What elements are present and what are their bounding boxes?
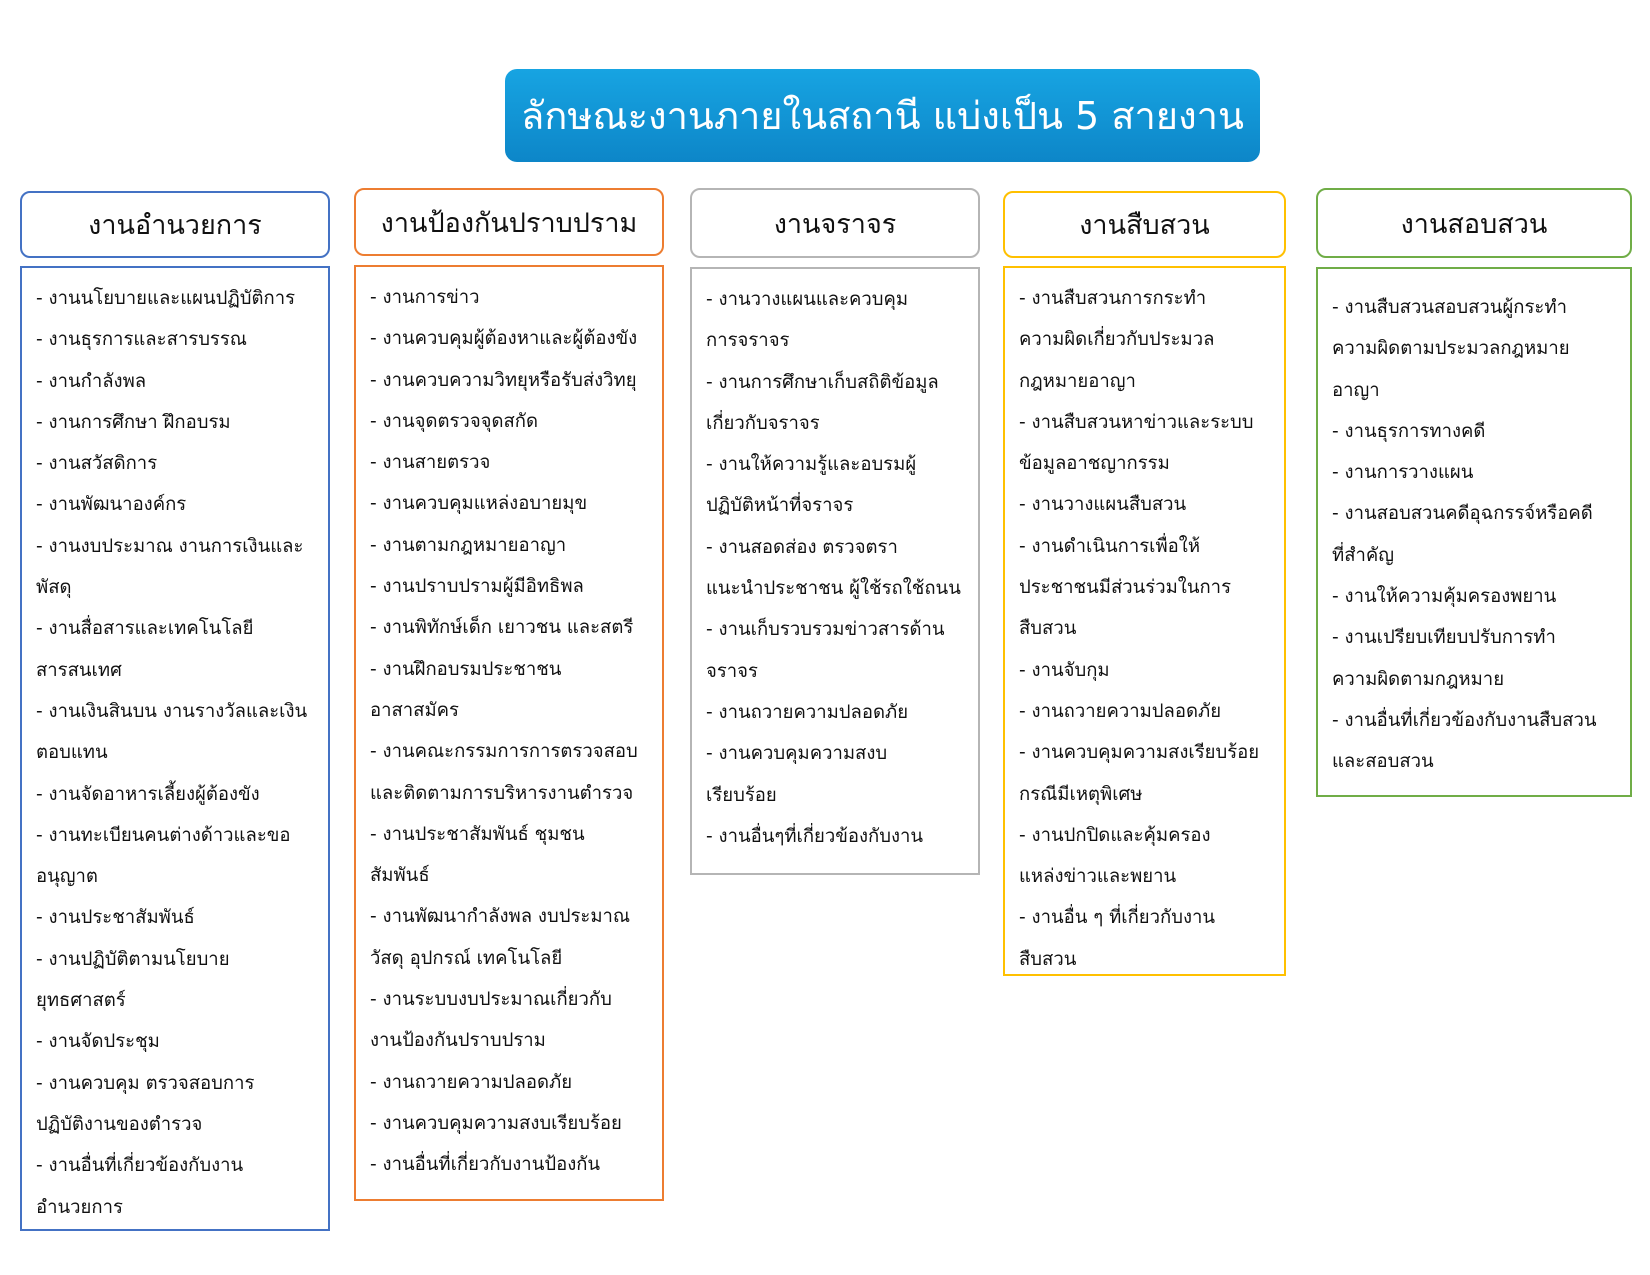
task-line: - งานจัดประชุม <box>36 1031 160 1053</box>
task-line: - งานกำลังพล <box>36 370 147 392</box>
task-line: - งานอื่น ๆ ที่เกี่ยวกับงาน <box>1019 907 1216 929</box>
task-line: การจราจร <box>706 330 790 352</box>
task-line: - งานนโยบายและแผนปฏิบัติการ <box>36 288 296 309</box>
task-line: - งานควบคุมผู้ต้องหาและผู้ต้องขัง <box>370 328 638 350</box>
column-task-list <box>20 266 330 1231</box>
task-line: - งานควบคุมแหล่งอบายมุข <box>370 493 588 515</box>
task-line: - งานสายตรวจ <box>370 452 491 474</box>
task-line: - งานปกปิดและคุ้มครอง <box>1019 824 1211 846</box>
task-line: ความผิดเกี่ยวกับประมวล <box>1019 329 1215 351</box>
diagram-title: ลักษณะงานภายในสถานี แบ่งเป็น 5 สายงาน <box>505 69 1260 162</box>
task-line: และสอบสวน <box>1332 751 1434 773</box>
task-line: แนะนำประชาชน ผู้ใช้รถใช้ถนน <box>706 578 961 600</box>
column-heading: งานสืบสวน <box>1003 191 1286 258</box>
task-line: - งานสืบสวนหาข่าวและระบบ <box>1019 411 1254 433</box>
task-line: - งานธุรการทางคดี <box>1332 420 1486 442</box>
task-line: พัสดุ <box>36 577 72 599</box>
task-line: วัสดุ อุปกรณ์ เทคโนโลยี <box>370 947 563 969</box>
task-line: สืบสวน <box>1019 618 1077 640</box>
task-line: เรียบร้อย <box>706 784 777 806</box>
task-line: - งานพิทักษ์เด็ก เยาวชน และสตรี <box>370 617 634 639</box>
task-line: ปฏิบัติงานของตำรวจ <box>36 1113 203 1135</box>
task-line: - งานควบความวิทยุหรือรับส่งวิทยุ <box>370 369 637 391</box>
task-line: - งานจัดอาหารเลี้ยงผู้ต้องขัง <box>36 783 260 805</box>
task-line: - งานให้ความรู้และอบรมผู้ <box>706 454 917 476</box>
task-line: - งานอื่นๆที่เกี่ยวข้องกับงาน <box>706 825 924 847</box>
task-line: - งานประชาสัมพันธ์ <box>36 907 195 929</box>
task-line: - งานปราบปรามผู้มีอิทธิพล <box>370 576 584 598</box>
column-task-list <box>690 267 980 875</box>
task-line: - งานฝึกอบรมประชาชน <box>370 658 562 680</box>
task-line: - งานสอดส่อง ตรวจตรา <box>706 536 898 558</box>
task-line: อนุญาต <box>36 866 98 888</box>
task-line: - งานปฏิบัติตามนโยบาย <box>36 948 230 970</box>
column-heading: งานอำนวยการ <box>20 191 330 258</box>
task-line: - งานการข่าว <box>370 287 480 308</box>
task-line: ปฏิบัติหน้าที่จราจร <box>706 495 854 517</box>
task-line: - งานอื่นที่เกี่ยวกับงานป้องกัน <box>370 1154 601 1176</box>
task-line: - งานถวายความปลอดภัย <box>1019 700 1222 722</box>
task-line: - งานงบประมาณ งานการเงินและ <box>36 535 304 557</box>
task-line: - งานควบคุมความสงเรียบร้อย <box>1019 742 1260 764</box>
task-line: งานป้องกันปราบปราม <box>370 1030 546 1052</box>
column-heading: งานป้องกันปราบปราม <box>354 188 664 256</box>
task-line: - งานพัฒนาองค์กร <box>36 494 187 516</box>
task-line: ยุทธศาสตร์ <box>36 990 126 1012</box>
task-line: และติดตามการบริหารงานตำรวจ <box>370 782 634 804</box>
task-line: - งานการศึกษาเก็บสถิติข้อมูล <box>706 371 939 393</box>
task-line: - งานเปรียบเทียบปรับการทำ <box>1332 627 1556 649</box>
task-line: - งานควบคุมความสงบ <box>706 743 888 765</box>
task-line: - งานตามกฎหมายอาญา <box>370 534 567 556</box>
task-line: ตอบแทน <box>36 742 108 764</box>
task-line: - งานสวัสดิการ <box>36 453 158 475</box>
task-line: - งานวางแผนสืบสวน <box>1019 494 1187 516</box>
column-task-list <box>354 265 664 1201</box>
task-line: - งานให้ความคุ้มครองพยาน <box>1332 586 1557 608</box>
task-line: กฎหมายอาญา <box>1019 370 1136 392</box>
task-line: ความผิดตามประมวลกฎหมาย <box>1332 338 1570 360</box>
task-line: ข้อมูลอาชญากรรม <box>1019 453 1170 475</box>
task-line: - งานควบคุมความสงบเรียบร้อย <box>370 1112 622 1134</box>
task-line: แหล่งข่าวและพยาน <box>1019 866 1177 888</box>
task-line: จราจร <box>706 660 758 682</box>
column-task-list <box>1003 266 1286 976</box>
column-task-list <box>1316 267 1632 797</box>
column-heading: งานจราจร <box>690 188 980 258</box>
task-line: ความผิดตามกฎหมาย <box>1332 668 1505 690</box>
task-line: - งานประชาสัมพันธ์ ชุมชน <box>370 823 585 845</box>
task-line: - งานถวายความปลอดภัย <box>370 1071 573 1093</box>
task-line: - งานอื่นที่เกี่ยวข้องกับงาน <box>36 1155 244 1177</box>
task-line: อำนวยการ <box>36 1196 123 1218</box>
task-line: - งานทะเบียนคนต่างด้าวและขอ <box>36 824 291 846</box>
task-line: อาญา <box>1332 379 1380 401</box>
task-line: - งานพัฒนากำลังพล งบประมาณ <box>370 906 631 928</box>
task-line: - งานสืบสวนสอบสวนผู้กระทำ <box>1332 297 1567 318</box>
task-line: อาสาสมัคร <box>370 699 459 721</box>
task-line: - งานสื่อสารและเทคโนโลยี <box>36 618 254 640</box>
task-line: สืบสวน <box>1019 948 1077 970</box>
task-line: - งานดำเนินการเพื่อให้ <box>1019 535 1201 557</box>
task-line: - งานเงินสินบน งานรางวัลและเงิน <box>36 700 308 722</box>
task-line: ประชาชนมีส่วนร่วมในการ <box>1019 577 1232 599</box>
task-line: ที่สำคัญ <box>1332 544 1395 566</box>
task-line: - งานคณะกรรมการการตรวจสอบ <box>370 741 638 763</box>
task-line: - งานวางแผนและควบคุม <box>706 289 909 310</box>
task-line: - งานสอบสวนคดีอุฉกรรจ์หรือคดี <box>1332 503 1593 525</box>
task-line: กรณีมีเหตุพิเศษ <box>1019 783 1143 805</box>
task-line: - งานควบคุม ตรวจสอบการ <box>36 1072 255 1094</box>
task-line: - งานจุดตรวจจุดสกัด <box>370 410 539 432</box>
task-line: - งานอื่นที่เกี่ยวข้องกับงานสืบสวน <box>1332 709 1597 731</box>
task-line: - งานสืบสวนการกระทำ <box>1019 288 1207 309</box>
task-line: - งานการวางแผน <box>1332 462 1474 484</box>
column-heading: งานสอบสวน <box>1316 188 1632 258</box>
task-line: สัมพันธ์ <box>370 865 430 887</box>
task-line: - งานระบบงบประมาณเกี่ยวกับ <box>370 989 612 1011</box>
task-line: - งานจับกุม <box>1019 659 1110 681</box>
task-line: - งานธุรการและสารบรรณ <box>36 329 247 351</box>
task-line: - งานเก็บรวบรวมข่าวสารด้าน <box>706 619 945 641</box>
task-line: - งานการศึกษา ฝึกอบรม <box>36 411 231 433</box>
task-line: สารสนเทศ <box>36 659 122 681</box>
task-line: เกี่ยวกับจราจร <box>706 412 820 434</box>
task-line: - งานถวายความปลอดภัย <box>706 701 909 723</box>
